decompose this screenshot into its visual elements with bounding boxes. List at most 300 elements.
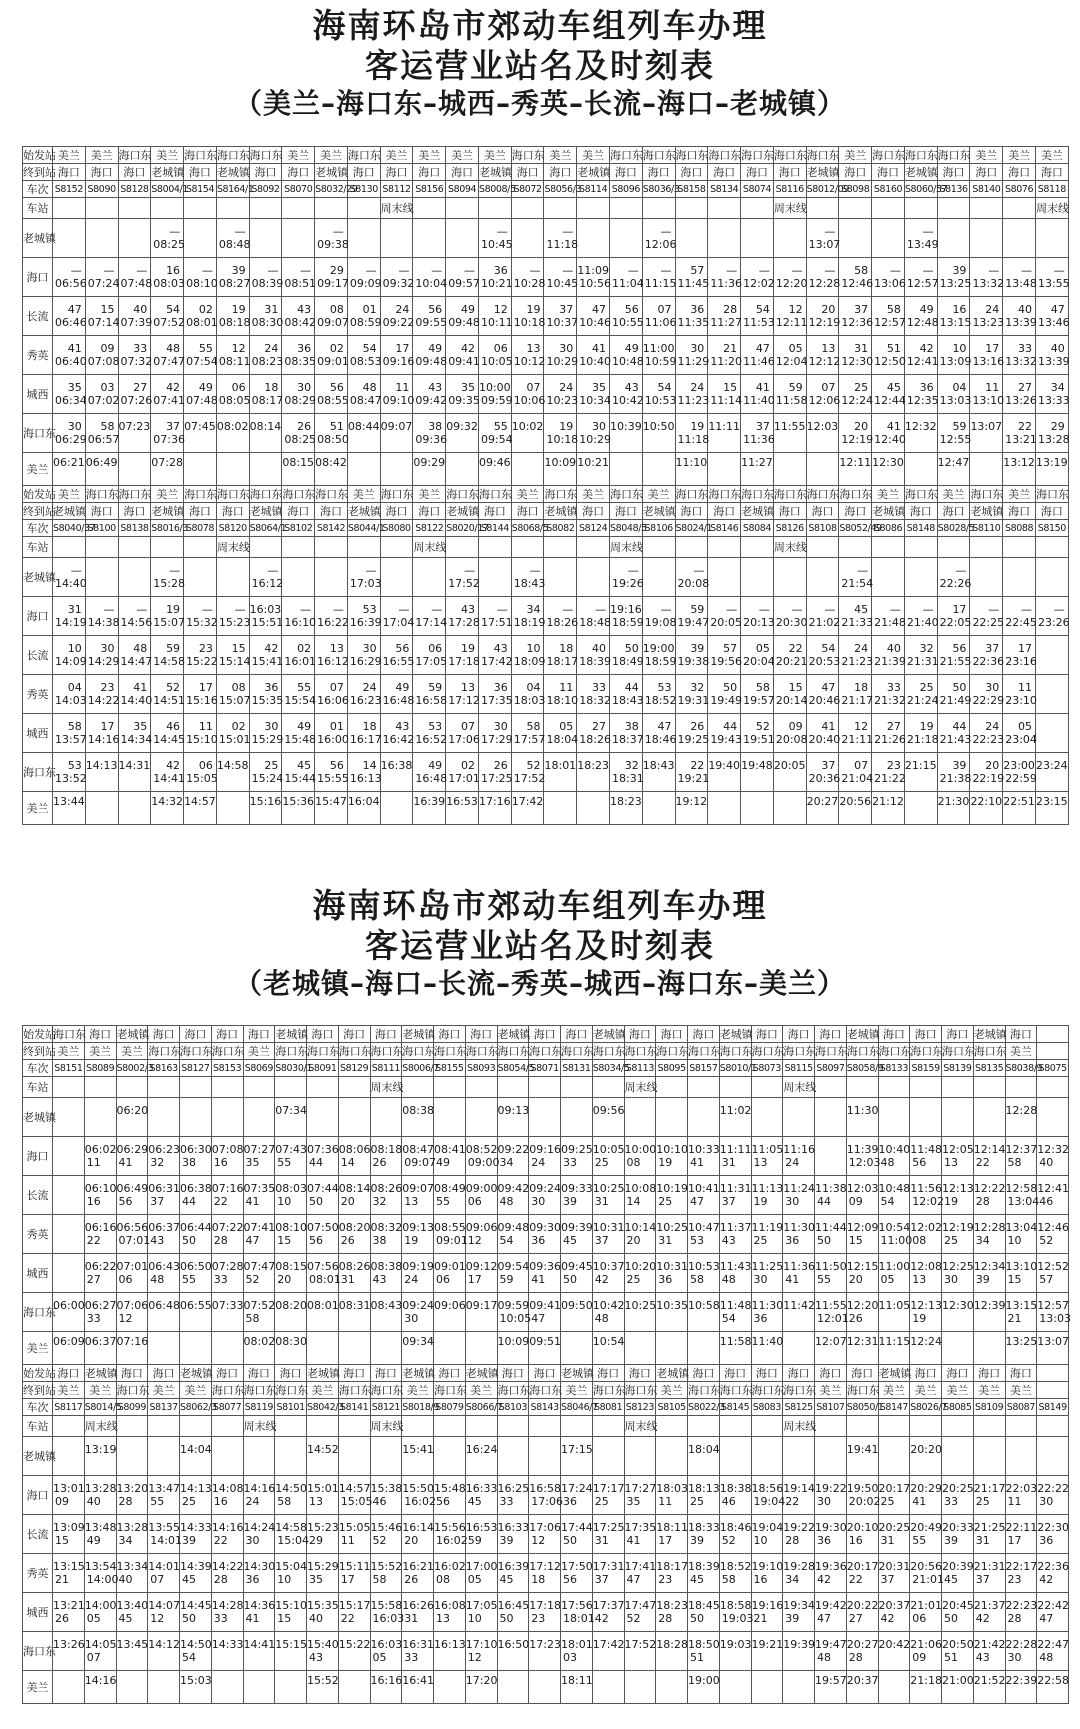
- time-cell: [478, 219, 511, 258]
- time-pair: [381, 340, 413, 370]
- departure-time: 47: [817, 1612, 831, 1625]
- time-cell: [53, 1215, 85, 1254]
- arrival-time: 20:31: [878, 1560, 911, 1573]
- time-cell: [307, 1554, 339, 1593]
- time-pair: [593, 1102, 624, 1132]
- time-pair: [720, 1672, 751, 1702]
- time-pair: [479, 262, 511, 292]
- departure-time: 12: [467, 1651, 482, 1664]
- departure-time: 12:40: [874, 433, 906, 446]
- time-cell: [53, 1254, 85, 1293]
- time-cell: [806, 675, 839, 714]
- arrival-time: 08:15: [282, 456, 315, 469]
- arrival-time: 11:11: [719, 1143, 752, 1156]
- arrival-time: 18:23: [610, 795, 642, 808]
- time-cell: [872, 258, 905, 297]
- origin-station: 海口东: [315, 487, 349, 501]
- train-number: S8158: [675, 181, 708, 198]
- time-cell: [180, 1437, 212, 1476]
- time-cell: [249, 792, 282, 825]
- time-cell: [675, 636, 708, 675]
- arrival-time: 42: [264, 642, 279, 655]
- departure-time: [53, 1687, 84, 1700]
- time-pair: [970, 262, 1005, 292]
- station-name: 老城镇: [23, 219, 53, 258]
- arrival-time: [119, 564, 151, 577]
- train-number: S8020/17: [446, 520, 479, 537]
- arrival-time: 13: [460, 681, 475, 694]
- train-number: S8153: [211, 1060, 243, 1077]
- time-cell: [338, 1437, 370, 1476]
- time-pair: [688, 1297, 719, 1327]
- time-cell: [84, 1593, 116, 1632]
- time-cell: [610, 792, 643, 825]
- arrival-time: —: [922, 603, 934, 616]
- arrival-time: 49: [395, 681, 410, 694]
- train-number: S8008/5: [478, 181, 511, 198]
- departure-time: 12:50: [874, 355, 906, 368]
- departure-time: [212, 1456, 243, 1469]
- arrival-time: —: [922, 264, 934, 277]
- arrival-time: 15:56: [434, 1521, 466, 1534]
- time-cell: [846, 1593, 878, 1632]
- weekend-note: [1037, 1077, 1069, 1098]
- departure-time: 35: [309, 1573, 323, 1586]
- arrival-time: 42: [460, 342, 475, 355]
- departure-time: 22:26: [939, 577, 972, 590]
- time-cell: [656, 1215, 688, 1254]
- arrival-time: 49: [428, 342, 443, 355]
- terminus-station: 海口: [1003, 503, 1036, 520]
- time-pair: [117, 1636, 148, 1666]
- arrival-time: 22:36: [1037, 1560, 1069, 1573]
- time-pair: [348, 301, 380, 331]
- arrival-time: —: [988, 603, 1000, 616]
- time-cell: [465, 1332, 497, 1365]
- time-cell: [148, 1332, 180, 1365]
- time-pair: [720, 1102, 751, 1132]
- arrival-time: 22:39: [1005, 1674, 1038, 1687]
- departure-time: [1003, 577, 1035, 590]
- arrival-time: —: [300, 264, 312, 277]
- arrival-time: [434, 1443, 465, 1456]
- weekend-note: [307, 1077, 339, 1098]
- time-cell: [675, 336, 708, 375]
- arrival-time: [446, 225, 478, 238]
- weekend-note: [592, 1077, 624, 1098]
- time-pair: [413, 757, 448, 787]
- terminus-station: 海口东: [910, 1044, 944, 1058]
- arrival-time: 11:11: [708, 420, 741, 433]
- weekend-note: 周末线: [243, 1416, 275, 1437]
- origin-station: 海口: [497, 1365, 529, 1382]
- time-cell: [815, 1332, 847, 1365]
- departure-time: 07: [86, 1651, 101, 1664]
- departure-time: [53, 1117, 84, 1130]
- time-pair: [1037, 1558, 1068, 1588]
- departure-time: 56: [118, 1195, 133, 1208]
- time-pair: [708, 262, 743, 292]
- time-cell: [1005, 1137, 1037, 1176]
- time-pair: [872, 757, 904, 787]
- arrival-time: [688, 1104, 719, 1117]
- train-number: S8128: [118, 181, 151, 198]
- time-cell: [465, 1176, 497, 1215]
- arrival-time: 35: [67, 381, 82, 394]
- departure-time: [315, 469, 347, 482]
- departure-time: 50: [182, 1612, 196, 1625]
- arrival-time: —: [496, 603, 508, 616]
- origin-station: 海口东: [806, 148, 840, 162]
- time-pair: [1037, 1180, 1068, 1210]
- departure-time: [184, 238, 216, 251]
- train-number: S8022/3: [688, 1399, 720, 1416]
- departure-time: 12:19: [841, 433, 874, 446]
- time-cell: [719, 1593, 754, 1632]
- arrival-time: 07: [854, 759, 869, 772]
- departure-time: 22:23: [972, 733, 1005, 746]
- arrival-time: —: [595, 603, 607, 616]
- time-cell: [216, 297, 249, 336]
- time-pair: [148, 1297, 179, 1327]
- time-cell: [53, 1137, 85, 1176]
- time-cell: [839, 336, 872, 375]
- time-cell: [592, 1554, 624, 1593]
- time-cell: [719, 1476, 751, 1515]
- time-pair: [741, 679, 773, 709]
- train-number: S8086: [872, 520, 905, 537]
- departure-time: [86, 238, 118, 251]
- time-pair: [577, 718, 609, 748]
- time-pair: [84, 1558, 119, 1588]
- time-cell: [656, 1437, 688, 1476]
- time-cell: [116, 1632, 148, 1671]
- train-number: S8126: [773, 520, 806, 537]
- origin-station: 海口东: [773, 148, 807, 162]
- time-pair: [212, 1441, 243, 1471]
- time-cell: [751, 1254, 783, 1293]
- time-cell: [783, 1098, 815, 1137]
- time-cell: [642, 297, 675, 336]
- origin-station: 海口东: [85, 487, 119, 501]
- departure-time: 17: [1007, 1534, 1022, 1547]
- origin-station: 海口东: [380, 487, 414, 501]
- time-cell: [1037, 1476, 1069, 1515]
- time-pair: [688, 1180, 719, 1210]
- time-pair: [577, 454, 609, 484]
- arrival-time: 12:05: [942, 1143, 974, 1156]
- time-cell: [688, 1215, 720, 1254]
- time-cell: [872, 414, 905, 453]
- time-cell: [216, 258, 249, 297]
- time-cell: [561, 1671, 593, 1704]
- arrival-time: 50: [952, 681, 967, 694]
- departure-time: [905, 772, 937, 785]
- arrival-time: 19:40: [708, 759, 741, 772]
- origin-station: 海口东: [184, 487, 218, 501]
- arrival-time: [119, 795, 151, 808]
- time-cell: [84, 1476, 116, 1515]
- departure-time: 11:04: [612, 277, 644, 290]
- departure-time: 56: [436, 1495, 450, 1508]
- time-pair: [315, 562, 347, 592]
- time-pair: [879, 1672, 910, 1702]
- train-number: S8151: [53, 1060, 85, 1077]
- origin-station: 海口东: [216, 487, 250, 501]
- departure-time: [53, 238, 85, 251]
- time-pair: [498, 1558, 529, 1588]
- arrival-time: 09:41: [529, 1299, 561, 1312]
- departure-time: 27: [848, 1612, 863, 1625]
- arrival-time: 09:46: [478, 456, 511, 469]
- time-cell: [708, 753, 741, 792]
- time-pair: [878, 1219, 913, 1249]
- departure-time: 17:05: [415, 655, 448, 668]
- arrival-time: 49: [919, 303, 934, 316]
- arrival-time: [1006, 1443, 1037, 1456]
- terminus-station: 海口: [904, 503, 937, 520]
- departure-time: 13:39: [1005, 316, 1037, 329]
- time-pair: [402, 1258, 433, 1288]
- time-cell: [1005, 1515, 1037, 1554]
- time-cell: [878, 1632, 910, 1671]
- departure-time: 50: [563, 1273, 577, 1286]
- time-cell: [688, 1632, 720, 1671]
- time-pair: [371, 1519, 402, 1549]
- train-number: S8046/7: [561, 1399, 593, 1416]
- arrival-time: 19:00: [688, 1674, 720, 1687]
- departure-time: 50: [182, 1234, 196, 1247]
- time-cell: [675, 219, 708, 258]
- departure-time: 48: [1039, 1651, 1054, 1664]
- time-pair: [942, 1636, 973, 1666]
- time-cell: [942, 1332, 974, 1365]
- time-cell: [84, 1176, 116, 1215]
- time-cell: [839, 636, 872, 675]
- arrival-time: 07:34: [275, 1104, 307, 1117]
- time-pair: [741, 301, 773, 331]
- departure-time: 46: [721, 1495, 736, 1508]
- time-pair: [479, 718, 511, 748]
- time-cell: [592, 1176, 624, 1215]
- origin-station: 海口东: [741, 487, 775, 501]
- time-cell: [751, 1476, 786, 1515]
- arrival-time: —: [201, 264, 213, 277]
- time-cell: [806, 636, 839, 675]
- time-cell: [970, 792, 1003, 825]
- train-number: S8042/3: [307, 1399, 339, 1416]
- departure-time: [970, 433, 1002, 446]
- time-cell: [610, 375, 643, 414]
- origin-station: 美兰: [413, 147, 446, 164]
- arrival-time: 14:45: [180, 1599, 212, 1612]
- arrival-time: [879, 1443, 910, 1456]
- terminus-station: 海口东: [561, 1044, 594, 1058]
- time-cell: [497, 1293, 532, 1332]
- origin-station: 海口: [180, 1026, 212, 1043]
- time-cell: [561, 1098, 593, 1137]
- time-pair: [381, 718, 413, 748]
- arrival-time: [1036, 720, 1068, 733]
- time-pair: [910, 1636, 941, 1666]
- weekend-note: [642, 198, 675, 219]
- station-row: [23, 219, 1069, 258]
- time-pair: [307, 1219, 338, 1249]
- departure-time: 06: [436, 1273, 450, 1286]
- arrival-time: 06:27: [84, 1299, 117, 1312]
- time-cell: [675, 297, 708, 336]
- train-number: S8121: [370, 1399, 402, 1416]
- departure-time: [479, 577, 511, 590]
- time-pair: [53, 757, 85, 787]
- time-cell: [184, 258, 217, 297]
- time-pair: [117, 1558, 148, 1588]
- arrival-time: 15:17: [338, 1599, 371, 1612]
- departure-time: 25: [182, 1495, 196, 1508]
- time-cell: [529, 1176, 561, 1215]
- time-cell: [942, 1632, 974, 1671]
- time-pair: [942, 1333, 973, 1363]
- departure-time: 08:27: [218, 277, 251, 290]
- arrival-time: 05: [559, 720, 574, 733]
- departure-time: 31: [404, 1612, 419, 1625]
- time-cell: [249, 219, 282, 258]
- arrival-time: 16: [166, 264, 181, 277]
- arrival-time: 16:53: [465, 1521, 498, 1534]
- time-pair: [282, 562, 314, 592]
- time-cell: [806, 297, 839, 336]
- departure-time: 31: [975, 1534, 990, 1547]
- arrival-time: 17:27: [624, 1482, 657, 1495]
- arrival-time: 08:26: [338, 1260, 371, 1273]
- arrival-time: 50: [723, 681, 738, 694]
- time-pair: [1003, 262, 1035, 292]
- weekend-note: 周末线: [610, 537, 643, 558]
- weekend-note: [53, 198, 86, 219]
- time-cell: [973, 1176, 1005, 1215]
- time-pair: [184, 418, 216, 448]
- arrival-time: 08:20: [338, 1221, 371, 1234]
- time-pair: [512, 223, 544, 253]
- time-cell: [413, 375, 446, 414]
- time-pair: [643, 262, 675, 292]
- train-number: S8014/5: [84, 1399, 116, 1416]
- origin-station: 海口: [307, 1026, 339, 1043]
- arrival-time: 08:20: [275, 1299, 307, 1312]
- train-number: S8110: [970, 520, 1003, 537]
- arrival-time: 09:16: [529, 1143, 561, 1156]
- departure-time: 09: [848, 1195, 863, 1208]
- arrival-time: [625, 1674, 656, 1687]
- arrival-time: 19: [166, 603, 181, 616]
- time-cell: [577, 792, 610, 825]
- time-pair: [970, 757, 1005, 787]
- time-pair: [974, 1441, 1005, 1471]
- time-pair: [879, 1519, 910, 1549]
- origin-row: [23, 1026, 1069, 1043]
- time-pair: [53, 640, 85, 670]
- departure-time: 18:26: [546, 616, 579, 629]
- arrival-time: 13:15: [1005, 1299, 1038, 1312]
- weekend-note: [151, 198, 184, 219]
- time-cell: [561, 1437, 593, 1476]
- time-cell: [338, 1137, 370, 1176]
- departure-time: [180, 1456, 211, 1469]
- time-pair: [307, 1672, 338, 1702]
- departure-time: 36: [531, 1234, 546, 1247]
- arrival-time: 18:56: [751, 1482, 784, 1495]
- time-pair: [879, 1333, 910, 1363]
- departure-time: 20:08: [775, 733, 808, 746]
- time-cell: [872, 597, 905, 636]
- time-pair: [752, 1597, 783, 1627]
- time-pair: [577, 262, 609, 292]
- departure-time: 18:03: [513, 694, 546, 707]
- time-pair: [282, 679, 317, 709]
- arrival-time: [807, 456, 839, 469]
- departure-time: 42: [1039, 1573, 1054, 1586]
- train-number: S8149: [1037, 1399, 1069, 1416]
- arrival-time: 13:47: [148, 1482, 180, 1495]
- arrival-time: 16:25: [497, 1482, 530, 1495]
- departure-time: 07:36: [153, 433, 185, 446]
- time-pair: [217, 262, 249, 292]
- departure-time: 39: [690, 1534, 704, 1547]
- time-pair: [1003, 379, 1035, 409]
- terminus-header: 终到站: [23, 1044, 56, 1058]
- departure-time: 23:10: [1005, 694, 1037, 707]
- departure-time: [86, 772, 118, 785]
- time-pair: [348, 601, 380, 631]
- departure-time: [656, 1456, 687, 1469]
- departure-time: [970, 238, 1002, 251]
- departure-time: 40: [309, 1612, 323, 1625]
- time-cell: [529, 1293, 561, 1332]
- notes-row: [23, 1416, 1069, 1437]
- time-pair: [656, 1258, 687, 1288]
- time-pair: [783, 1480, 814, 1510]
- arrival-time: 31: [264, 303, 279, 316]
- time-cell: [53, 336, 86, 375]
- timetable2-header: [0, 886, 1080, 1002]
- train-number: S8054/5: [497, 1060, 529, 1077]
- time-cell: [402, 1137, 434, 1176]
- time-pair: [1037, 1102, 1068, 1132]
- arrival-time: 08:18: [370, 1143, 403, 1156]
- time-cell: [970, 675, 1003, 714]
- terminus-station: 海口东: [751, 1044, 785, 1058]
- departure-time: 36: [245, 1573, 260, 1586]
- time-cell: [151, 675, 184, 714]
- arrival-time: 15: [723, 381, 738, 394]
- station-row: [23, 1254, 1069, 1293]
- departure-time: 15:10: [186, 733, 218, 746]
- arrival-time: —: [660, 225, 672, 238]
- time-pair: [371, 1180, 402, 1210]
- origin-station: 海口: [815, 1365, 847, 1382]
- departure-time: 25: [975, 1495, 990, 1508]
- time-pair: [807, 262, 839, 292]
- time-cell: [904, 714, 937, 753]
- departure-time: 19:49: [710, 694, 743, 707]
- departure-time: 21:49: [939, 694, 972, 707]
- train-number: S8139: [942, 1060, 974, 1077]
- arrival-time: [244, 1674, 275, 1687]
- time-cell: [806, 597, 839, 636]
- time-pair: [434, 1519, 468, 1549]
- arrival-time: 41: [755, 381, 770, 394]
- origin-station: 海口东: [741, 148, 775, 162]
